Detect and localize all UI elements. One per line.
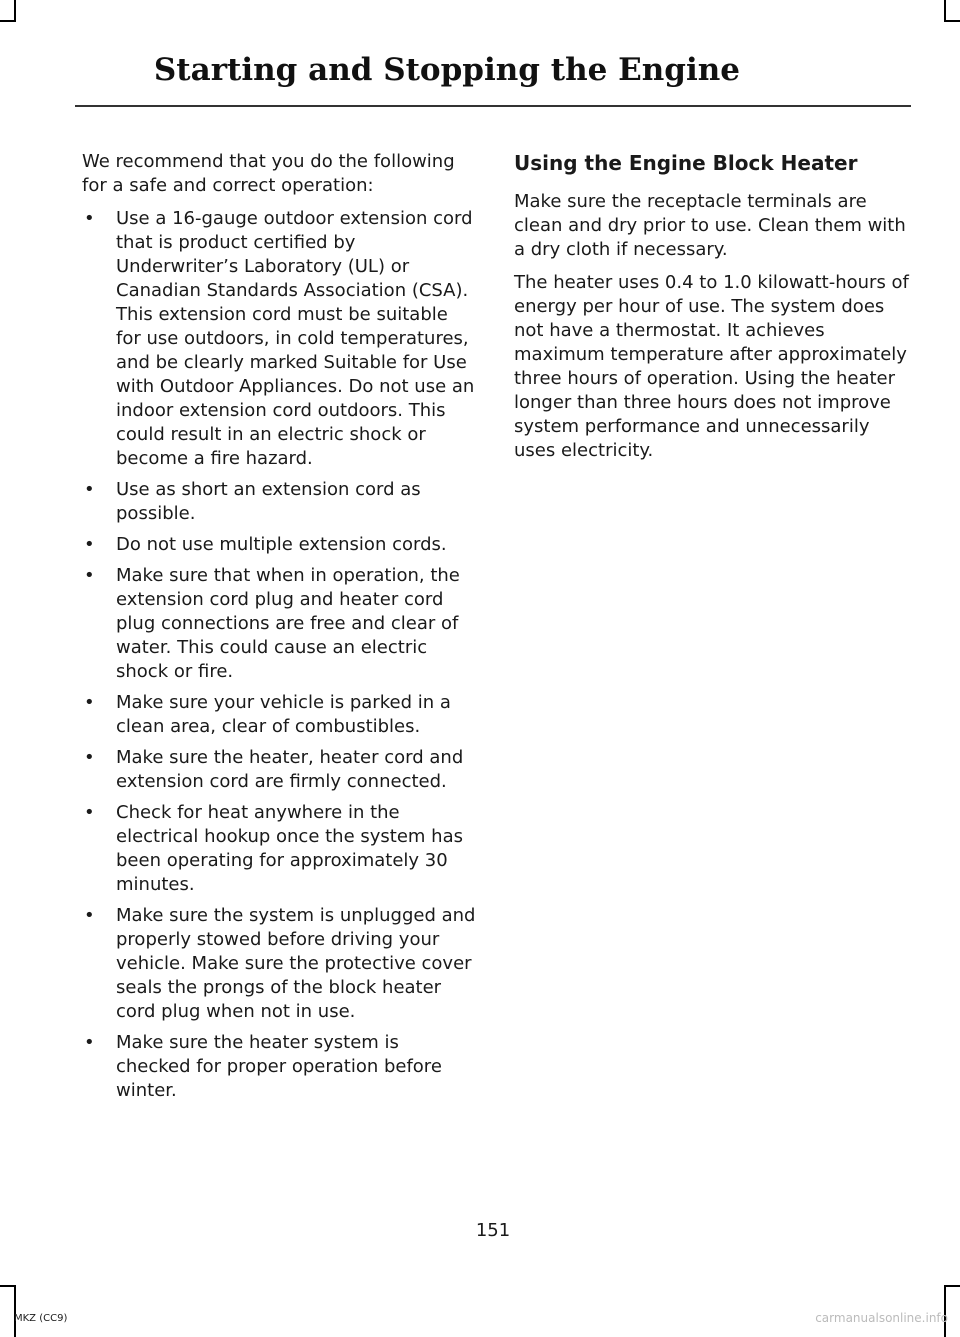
crop-mark-top-left-h: [0, 20, 16, 22]
intro-text: We recommend that you do the following for a safe and correct operation:: [82, 151, 455, 196]
left-column: [82, 150, 478, 1110]
bullet-icon: •: [84, 692, 95, 713]
body-paragraph: The heater uses 0.4 to 1.0 kilowatt-hours of energy per hour of use. The system does not have a thermostat. It achieves maximum temperature after approximately three hours of operation. Using the heater longer than three hours does not improve system performance and unnecessarily uses electricity.: [514, 272, 909, 461]
crop-mark-top-right-v: [944, 0, 946, 22]
model-code: MKZ (CC9): [14, 1313, 68, 1324]
bullet-icon: •: [84, 479, 95, 500]
crop-mark-bottom-right-h: [944, 1285, 960, 1287]
right-column: [514, 150, 910, 472]
list-item: • Use as short an extension cord as possible.: [84, 479, 421, 524]
bullet-icon: •: [84, 905, 95, 926]
watermark: carmanualsonline.info: [815, 1311, 948, 1325]
crop-mark-bottom-left-v: [14, 1285, 16, 1337]
list-item: • Make sure that when in operation, the extension cord plug and heater cord plug connections are free and clear of water. This could cause an electric shock or fire.: [84, 565, 460, 682]
page-number: 151: [475, 1220, 511, 1241]
section-heading: Using the Engine Block Heater: [514, 151, 858, 175]
bullet-icon: •: [84, 1032, 95, 1053]
body-paragraph: Make sure the receptacle terminals are clean and dry prior to use. Clean them with a dry cloth if necessary.: [514, 191, 906, 260]
list-item: • Use a 16-gauge outdoor extension cord that is product certified by Underwriter’s Laboratory (UL) or Canadian Standards Association (CSA). This extension cord must be suitable for use outdoors, in cold temperatures, and be clearly marked Suitable for Use with Outdoor Appliances. Do not use an indoor extension cord outdoors. This could result in an electric shock or become a fire hazard.: [84, 208, 475, 469]
bullet-icon: •: [84, 208, 95, 229]
bullet-icon: •: [84, 534, 95, 555]
list-item: • Check for heat anywhere in the electrical hookup once the system has been operating for approximately 30 minutes.: [84, 802, 464, 895]
list-item: • Make sure the system is unplugged and properly stowed before driving your vehicle. Make sure the protective cover seals the prongs of the block heater cord plug when not in use.: [84, 905, 476, 1022]
recommendation-list: [82, 207, 478, 1103]
bullet-icon: •: [84, 747, 95, 768]
crop-mark-top-left-v: [14, 0, 16, 22]
bullet-icon: •: [84, 802, 95, 823]
list-item: • Make sure the heater, heater cord and extension cord are firmly connected.: [84, 747, 464, 792]
header-divider: [75, 105, 911, 107]
crop-mark-top-right-h: [944, 20, 960, 22]
list-item: • Make sure the heater system is checked for proper operation before winter.: [84, 1032, 442, 1101]
list-item: • Make sure your vehicle is parked in a clean area, clear of combustibles.: [84, 692, 451, 737]
crop-mark-bottom-left-h: [0, 1285, 16, 1287]
list-item: • Do not use multiple extension cords.: [84, 534, 447, 555]
bullet-icon: •: [84, 565, 95, 586]
page-title: Starting and Stopping the Engine: [153, 52, 740, 88]
